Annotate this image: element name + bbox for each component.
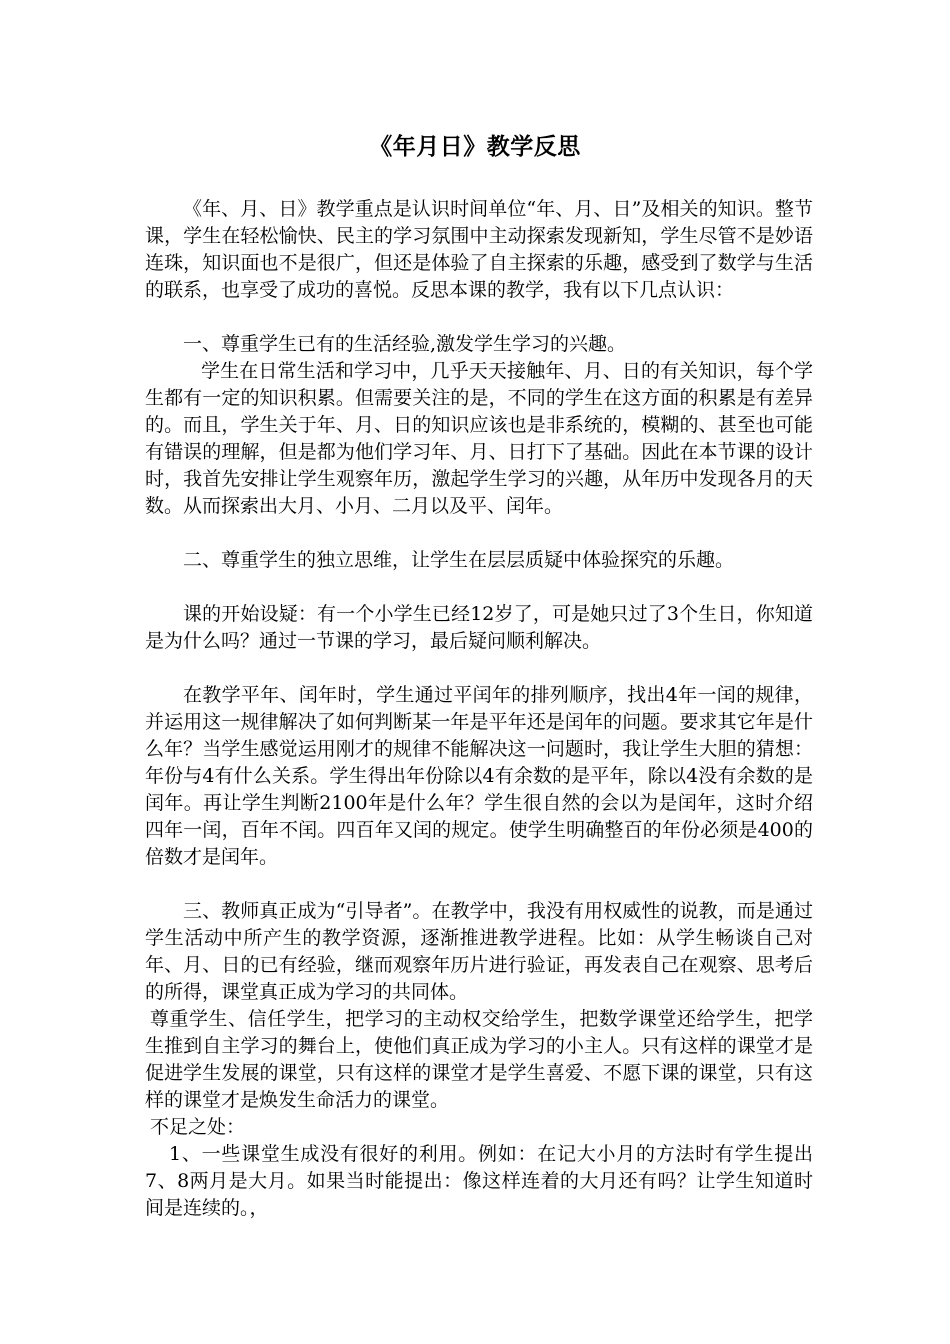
section-2-paragraph-leap-year: 在教学平年、闰年时，学生通过平闰年的排列顺序，找出4年一闰的规律，并运用这一规律解决了如何判断某一年是平年还是闰年的问题。要求其它年是什么年？当学生感觉运用刚才的规律不能解决这一问题时，我让学生大胆的猜想：年份与4有什么关系。学生得出年份除以4有余数的是平年，除以4没有余数的是闰年。再让学生判断2100年是什么年？学生很自然的会以为是闰年，这时介绍四年一闰，百年不闰。四百年又闰的规定。使学生明确整百的年份必须是400的倍数才是闰年。: [145, 684, 813, 868]
section-heading-1: 一、尊重学生已有的生活经验,激发学生学习的兴趣。: [183, 333, 627, 355]
section-heading-3-paragraph: 三、教师真正成为“引导者”。在教学中，我没有用权威性的说教，而是通过学生活动中所产生的教学资源，逐渐推进教学进程。比如：从学生畅谈自己对年、月、日的已有经验，继而观察年历片进行验证，再发表自己在观察、思考后的所得，课堂真正成为学习的共同体。: [145, 900, 813, 1003]
section-heading-2: 二、尊重学生的独立思维，让学生在层层质疑中体验探究的乐趣。: [183, 549, 735, 571]
section-3-paragraph: 尊重学生、信任学生，把学习的主动权交给学生，把数学课堂还给学生，把学生推到自主学习的舞台上，使他们真正成为学习的小主人。只有这样的课堂才是促进学生发展的课堂，只有这样的课堂才是学生喜爱、不愿下课的课堂，只有这样的课堂才是焕发生命活力的课堂。: [145, 1008, 813, 1111]
intro-paragraph: 《年、月、日》教学重点是认识时间单位“年、月、日”及相关的知识。整节课，学生在轻松愉快、民主的学习氛围中主动探索发现新知，学生尽管不是妙语连珠，知识面也不是很广，但还是体验了自主探索的乐趣，感受到了数学与生活的联系，也享受了成功的喜悦。反思本课的教学，我有以下几点认识：: [145, 198, 813, 301]
document-title: 《年月日》教学反思: [369, 134, 581, 160]
shortcomings-heading: 不足之处：: [150, 1116, 246, 1138]
section-1-paragraph: 学生在日常生活和学习中，几乎天天接触年、月、日的有关知识，每个学生都有一定的知识积累。但需要关注的是，不同的学生在这方面的积累是有差异的。而且，学生关于年、月、日的知识应该也是非系统的，模糊的、甚至也可能有错误的理解，但是都为他们学习年、月、日打下了基础。因此在本节课的设计时，我首先安排让学生观察年历，激起学生学习的兴趣，从年历中发现各月的天数。从而探索出大月、小月、二月以及平、闰年。: [145, 360, 813, 517]
section-2-paragraph-question: 课的开始设疑：有一个小学生已经12岁了，可是她只过了3个生日，你知道是为什么吗？通过一节课的学习，最后疑问顺利解决。: [145, 603, 813, 652]
document-body: [145, 196, 813, 1222]
shortcoming-item-1: 1、一些课堂生成没有很好的利用。例如：在记大小月的方法时有学生提出7、8两月是大月。如果当时能提出：像这样连着的大月还有吗？让学生知道时间是连续的。，: [145, 1143, 813, 1219]
